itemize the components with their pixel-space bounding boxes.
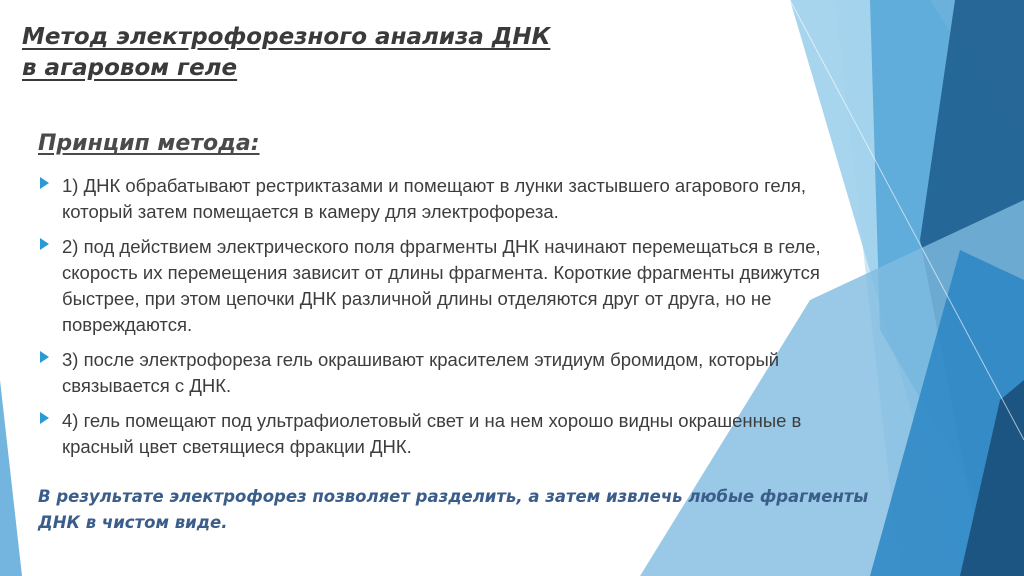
title-line-1: Метод электрофорезного анализа ДНК	[22, 24, 551, 50]
list-item-text: 1) ДНК обрабатывают рестриктазами и помещают в лунки застывшего агарового геля, который затем помещается в камеру для электрофореза.	[62, 175, 807, 222]
bullet-list	[38, 173, 868, 469]
list-item-text: 4) гель помещают под ультрафиолетовый свет и на нем хорошо видны окрашенные в красный цвет светящиеся фракции ДНК.	[62, 410, 802, 457]
list-item-text: 2) под действием электрического поля фрагменты ДНК начинают перемещаться в геле, скорость их перемещения зависит от длины фрагмента. Короткие фрагменты движутся быстрее, при этом цепочки ДНК различной длины отделяются друг от друга, но не повреждаются.	[62, 236, 821, 335]
conclusion-text: В результате электрофорез позволяет разделить, а затем извлечь любые фрагменты ДНК в чистом виде.	[38, 487, 869, 532]
triangle-bullet-icon	[40, 351, 49, 363]
title-line-2: в агаровом геле	[22, 55, 238, 81]
list-item	[38, 173, 868, 225]
slide-title	[22, 22, 550, 84]
triangle-bullet-icon	[40, 238, 49, 250]
triangle-bullet-icon	[40, 412, 49, 424]
list-item	[38, 347, 868, 399]
list-item	[38, 234, 868, 338]
section-subtitle: Принцип метода:	[38, 131, 260, 156]
list-item-text: 3) после электрофореза гель окрашивают красителем этидиум бромидом, который связывается с ДНК.	[62, 349, 780, 396]
triangle-bullet-icon	[40, 177, 49, 189]
list-item	[38, 408, 868, 460]
